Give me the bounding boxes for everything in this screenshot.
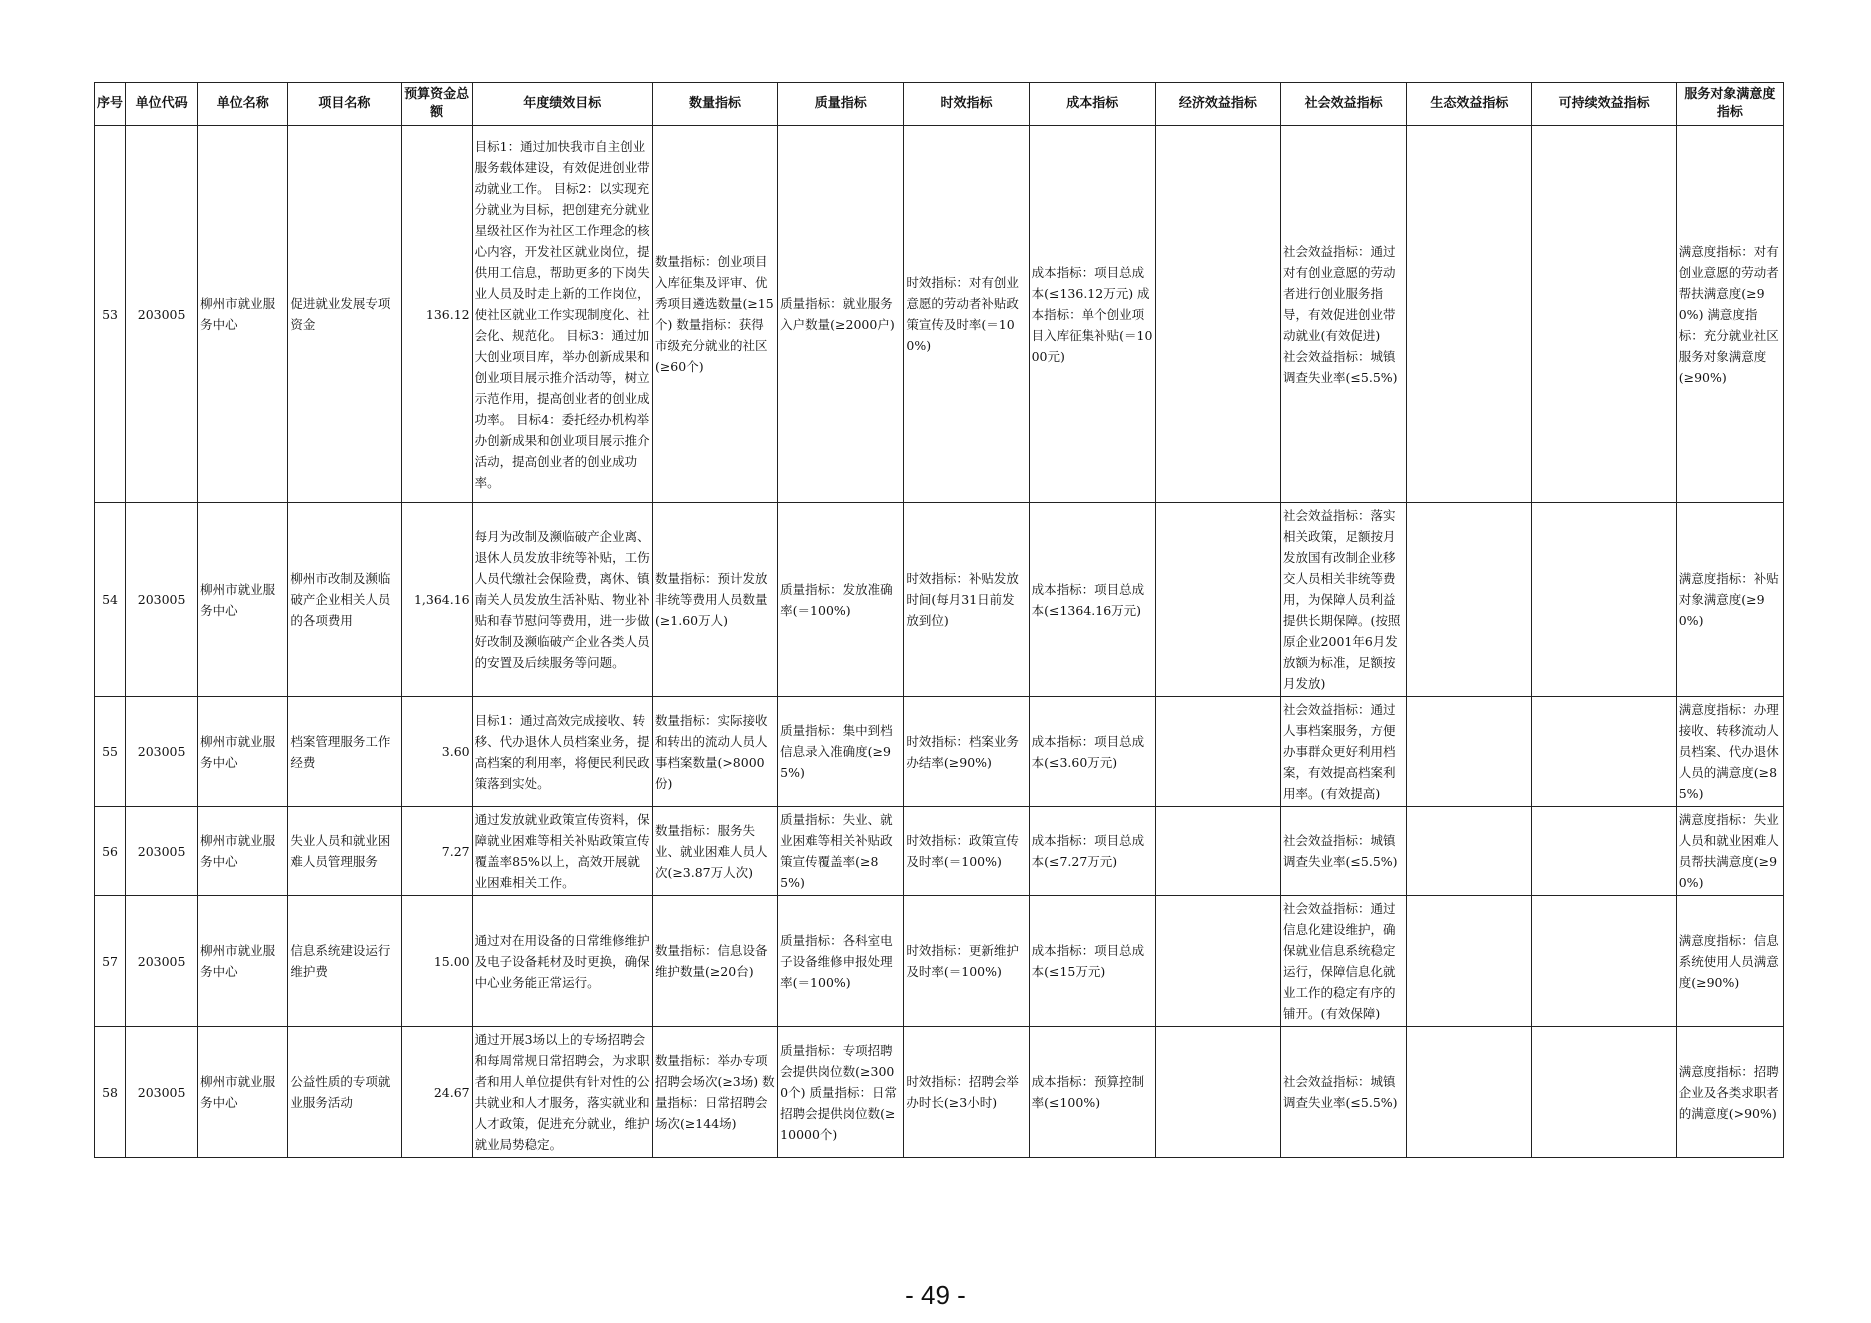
cell-quantity — [652, 697, 777, 807]
cell-cost-text: 成本指标：项目总成本(≤3.60万元) — [1031, 733, 1145, 770]
cell-budget: 136.12 — [401, 126, 472, 503]
cell-budget: 7.27 — [401, 807, 472, 896]
cell-unit-code: 203005 — [126, 697, 198, 807]
cell-quality-text: 质量指标：集中到档信息录入准确度(≥95%) — [780, 723, 893, 780]
cell-unit-code: 203005 — [126, 896, 198, 1027]
cell-unit-name — [198, 896, 288, 1027]
cell-satisfaction — [1676, 503, 1783, 697]
cell-economic — [1155, 896, 1280, 1027]
cell-quantity — [652, 126, 777, 503]
cell-annual-goal — [472, 1027, 652, 1158]
table-row — [95, 1027, 1784, 1158]
header-seq: 序号 — [95, 83, 126, 126]
cell-quantity-text: 数量指标：信息设备维护数量(≥20台) — [654, 943, 768, 979]
cell-project-name — [288, 807, 401, 896]
table-row — [95, 807, 1784, 896]
cell-timeliness — [904, 896, 1029, 1027]
cell-timeliness-text: 时效指标：补贴发放时间(每月31日前发放到位) — [906, 571, 1019, 628]
header-row — [95, 83, 1784, 126]
cell-economic — [1155, 807, 1280, 896]
cell-seq: 55 — [95, 697, 126, 807]
cell-quality — [778, 697, 904, 807]
cell-sustainable — [1532, 896, 1676, 1027]
table-row — [95, 126, 1784, 503]
cell-social — [1281, 697, 1407, 807]
cell-annual-goal — [472, 503, 652, 697]
cell-quantity-text: 数量指标：服务失业、就业困难人员人次(≥3.87万人次) — [654, 822, 768, 880]
cell-seq: 57 — [95, 896, 126, 1027]
cell-social-text: 社会效益指标：城镇调查失业率(≤5.5%) — [1283, 833, 1398, 869]
cell-budget: 1,364.16 — [401, 503, 472, 697]
cell-quality — [778, 126, 904, 503]
cell-sustainable — [1532, 126, 1676, 503]
cell-cost — [1029, 126, 1155, 503]
cell-cost — [1029, 1027, 1155, 1158]
page-number: - 49 - — [905, 1280, 966, 1310]
cell-cost-text: 成本指标：项目总成本(≤1364.16万元) — [1031, 581, 1145, 618]
cell-quality-text: 质量指标：专项招聘会提供岗位数(≥3000个) 质量指标：日常招聘会提供岗位数(≥10000个) — [780, 1042, 897, 1142]
cell-quantity-text: 数量指标：举办专项招聘会场次(≥3场) 数量指标：日常招聘会场次(≥144场) — [654, 1053, 775, 1131]
cell-annual-goal — [472, 807, 652, 896]
cell-cost — [1029, 503, 1155, 697]
cell-timeliness — [904, 1027, 1029, 1158]
cell-satisfaction-text: 满意度指标：对有创业意愿的劳动者帮扶满意度(≥90%) 满意度指标：充分就业社区服务对象满意度(≥90%) — [1678, 243, 1779, 385]
cell-satisfaction — [1676, 807, 1783, 896]
cell-unit-code: 203005 — [126, 1027, 198, 1158]
cell-sustainable — [1532, 697, 1676, 807]
cell-ecological — [1407, 503, 1532, 697]
cell-quality-text: 质量指标：发放准确率(＝100%) — [780, 581, 893, 618]
cell-cost-text: 成本指标：项目总成本(≤7.27万元) — [1031, 833, 1145, 869]
cell-unit-code: 203005 — [126, 807, 198, 896]
cell-social — [1281, 807, 1407, 896]
header-annual-goal: 年度绩效目标 — [472, 83, 652, 126]
cell-satisfaction — [1676, 896, 1783, 1027]
header-budget: 预算资金总额 — [401, 83, 472, 126]
cell-social — [1281, 896, 1407, 1027]
cell-timeliness-text: 时效指标：政策宣传及时率(＝100%) — [906, 833, 1019, 869]
cell-project-name-text: 促进就业发展专项资金 — [290, 296, 391, 332]
cell-satisfaction-text: 满意度指标：招聘企业及各类求职者的满意度(>90%) — [1678, 1063, 1779, 1121]
cell-annual-goal-text: 通过发放就业政策宣传资料，保障就业困难等相关补贴政策宣传覆盖率85%以上，高效开展就业困难相关工作。 — [474, 812, 650, 890]
cell-annual-goal — [472, 697, 652, 807]
table-row — [95, 896, 1784, 1027]
header-unit-name: 单位名称 — [198, 83, 288, 126]
cell-ecological — [1407, 1027, 1532, 1158]
cell-social — [1281, 126, 1407, 503]
cell-quantity-text: 数量指标：创业项目入库征集及评审、优秀项目遴选数量(≥15个) 数量指标：获得市级充分就业的社区(≥60个) — [654, 254, 774, 374]
cell-satisfaction-text: 满意度指标：失业人员和就业困难人员帮扶满意度(≥90%) — [1678, 812, 1779, 890]
cell-social-text: 社会效益指标：城镇调查失业率(≤5.5%) — [1283, 1074, 1398, 1110]
cell-quality-text: 质量指标：就业服务入户数量(≥2000户) — [780, 296, 895, 332]
cell-cost-text: 成本指标：项目总成本(≤136.12万元) 成本指标：单个创业项目入库征集补贴(＝1000元) — [1031, 264, 1153, 364]
cell-quality-text: 质量指标：各科室电子设备维修申报处理率(＝100%) — [780, 932, 893, 990]
cell-seq: 56 — [95, 807, 126, 896]
header-sustainable: 可持续效益指标 — [1532, 83, 1676, 126]
cell-project-name-text: 档案管理服务工作经费 — [290, 733, 391, 770]
performance-table — [94, 82, 1784, 1158]
cell-project-name — [288, 503, 401, 697]
cell-satisfaction — [1676, 1027, 1783, 1158]
cell-unit-name-text: 柳州市就业服务中心 — [200, 296, 276, 332]
cell-unit-name — [198, 697, 288, 807]
cell-project-name — [288, 1027, 401, 1158]
cell-annual-goal-text: 目标1：通过高效完成接收、转移、代办退休人员档案业务，提高档案的利用率，将便民利民政策落到实处。 — [474, 712, 650, 791]
header-project-name: 项目名称 — [288, 83, 401, 126]
cell-annual-goal — [472, 126, 652, 503]
cell-quantity-text: 数量指标：预计发放非统等费用人员数量(≥1.60万人) — [654, 571, 768, 628]
cell-ecological — [1407, 807, 1532, 896]
cell-timeliness — [904, 503, 1029, 697]
cell-unit-code: 203005 — [126, 503, 198, 697]
cell-quantity — [652, 1027, 777, 1158]
cell-cost-text: 成本指标：预算控制率(≤100%) — [1031, 1074, 1145, 1110]
cell-project-name — [288, 697, 401, 807]
cell-economic — [1155, 1027, 1280, 1158]
header-economic: 经济效益指标 — [1155, 83, 1280, 126]
cell-seq: 53 — [95, 126, 126, 503]
cell-quantity-text: 数量指标：实际接收和转出的流动人员人事档案数量(>8000份) — [654, 712, 768, 791]
cell-annual-goal-text: 通过对在用设备的日常维修维护及电子设备耗材及时更换，确保中心业务能正常运行。 — [474, 932, 650, 990]
cell-sustainable — [1532, 807, 1676, 896]
cell-quality-text: 质量指标：失业、就业困难等相关补贴政策宣传覆盖率(≥85%) — [780, 812, 893, 890]
cell-quantity — [652, 896, 777, 1027]
cell-social-text: 社会效益指标：通过信息化建设维护，确保就业信息系统稳定运行，保障信息化就业工作的稳定有序的铺开。(有效保障) — [1283, 901, 1396, 1021]
cell-annual-goal-text: 目标1：通过加快我市自主创业服务载体建设，有效促进创业带动就业工作。 目标2：以实现充分就业为目标，把创建充分就业星级社区作为社区工作理念的核心内容，开发社区就业岗位，提供用工信息，帮助更多的下岗失业人员及时走上新的工作岗位，使社区就业工作实现制度化、社会化、规范化。 目标3：通过加大创业项目库，举办创新成果和创业项目展示推介活动等，树立示范作用，提高创业者的创业成功率。 目标4：委托经办机构举办创新成果和创业项目展示推介活动，提高创业者的创业成功率。 — [474, 138, 650, 490]
cell-unit-code: 203005 — [126, 126, 198, 503]
cell-annual-goal-text: 通过开展3场以上的专场招聘会和每周常规日常招聘会，为求职者和用人单位提供有针对性的公共就业和人才服务，落实就业和人才政策，促进充分就业，维护就业局势稳定。 — [474, 1032, 650, 1152]
cell-timeliness — [904, 807, 1029, 896]
cell-annual-goal-text: 每月为改制及濒临破产企业离、退休人员发放非统等补贴，工伤人员代缴社会保险费，离休、镇南关人员发放生活补贴、物业补贴和春节慰问等费用，进一步做好改制及濒临破产企业各类人员的安置及后续服务等问题。 — [474, 529, 650, 670]
cell-cost — [1029, 896, 1155, 1027]
header-unit-code: 单位代码 — [126, 83, 198, 126]
cell-social-text: 社会效益指标：通过人事档案服务，方便办事群众更好利用档案，有效提高档案利用率。(有效提高) — [1283, 702, 1396, 801]
cell-project-name-text: 柳州市改制及濒临破产企业相关人员的各项费用 — [290, 571, 391, 628]
cell-quality — [778, 503, 904, 697]
cell-unit-name-text: 柳州市就业服务中心 — [200, 581, 276, 618]
cell-quantity — [652, 807, 777, 896]
cell-budget: 15.00 — [401, 896, 472, 1027]
cell-cost — [1029, 697, 1155, 807]
cell-cost — [1029, 807, 1155, 896]
cell-ecological — [1407, 126, 1532, 503]
cell-seq: 58 — [95, 1027, 126, 1158]
header-satisfaction: 服务对象满意度指标 — [1676, 83, 1783, 126]
cell-unit-name-text: 柳州市就业服务中心 — [200, 833, 276, 869]
header-timeliness: 时效指标 — [904, 83, 1029, 126]
cell-unit-name — [198, 503, 288, 697]
cell-cost-text: 成本指标：项目总成本(≤15万元) — [1031, 943, 1145, 979]
cell-unit-name — [198, 1027, 288, 1158]
cell-satisfaction — [1676, 126, 1783, 503]
cell-ecological — [1407, 896, 1532, 1027]
header-cost: 成本指标 — [1029, 83, 1155, 126]
cell-ecological — [1407, 697, 1532, 807]
cell-unit-name — [198, 126, 288, 503]
cell-project-name-text: 公益性质的专项就业服务活动 — [290, 1074, 391, 1110]
header-quantity: 数量指标 — [652, 83, 777, 126]
header-social: 社会效益指标 — [1281, 83, 1407, 126]
cell-quality — [778, 896, 904, 1027]
cell-social — [1281, 503, 1407, 697]
cell-economic — [1155, 503, 1280, 697]
cell-project-name — [288, 896, 401, 1027]
cell-timeliness-text: 时效指标：更新维护及时率(＝100%) — [906, 943, 1019, 979]
cell-quantity — [652, 503, 777, 697]
header-ecological: 生态效益指标 — [1407, 83, 1532, 126]
cell-satisfaction-text: 满意度指标：信息系统使用人员满意度(≥90%) — [1678, 932, 1779, 990]
cell-satisfaction-text: 满意度指标：办理接收、转移流动人员档案、代办退休人员的满意度(≥85%) — [1678, 702, 1779, 801]
cell-quality — [778, 807, 904, 896]
table-row — [95, 697, 1784, 807]
cell-unit-name-text: 柳州市就业服务中心 — [200, 733, 276, 770]
cell-timeliness — [904, 126, 1029, 503]
cell-budget: 3.60 — [401, 697, 472, 807]
cell-sustainable — [1532, 1027, 1676, 1158]
cell-timeliness-text: 时效指标：档案业务办结率(≥90%) — [906, 733, 1019, 770]
cell-project-name-text: 失业人员和就业困难人员管理服务 — [290, 833, 391, 869]
table-row — [95, 503, 1784, 697]
cell-quality — [778, 1027, 904, 1158]
cell-seq: 54 — [95, 503, 126, 697]
cell-project-name-text: 信息系统建设运行维护费 — [290, 943, 391, 979]
cell-social-text: 社会效益指标：通过对有创业意愿的劳动者进行创业服务指导，有效促进创业带动就业(有效促进) 社会效益指标：城镇调查失业率(≤5.5%) — [1283, 243, 1398, 385]
cell-economic — [1155, 126, 1280, 503]
cell-project-name — [288, 126, 401, 503]
cell-budget: 24.67 — [401, 1027, 472, 1158]
cell-economic — [1155, 697, 1280, 807]
cell-satisfaction-text: 满意度指标：补贴对象满意度(≥90%) — [1678, 571, 1779, 628]
cell-unit-name-text: 柳州市就业服务中心 — [200, 1074, 276, 1110]
cell-satisfaction — [1676, 697, 1783, 807]
cell-timeliness — [904, 697, 1029, 807]
cell-unit-name — [198, 807, 288, 896]
cell-annual-goal — [472, 896, 652, 1027]
cell-social — [1281, 1027, 1407, 1158]
cell-timeliness-text: 时效指标：招聘会举办时长(≥3小时) — [906, 1074, 1019, 1110]
cell-social-text: 社会效益指标：落实相关政策，足额按月发放国有改制企业移交人员相关非统等费用，为保障人员利益提供长期保障。(按照原企业2001年6月发放额为标准，足额按月发放) — [1283, 508, 1401, 691]
cell-sustainable — [1532, 503, 1676, 697]
cell-timeliness-text: 时效指标：对有创业意愿的劳动者补贴政策宣传及时率(＝100%) — [906, 275, 1019, 353]
header-quality: 质量指标 — [778, 83, 904, 126]
cell-unit-name-text: 柳州市就业服务中心 — [200, 943, 276, 979]
